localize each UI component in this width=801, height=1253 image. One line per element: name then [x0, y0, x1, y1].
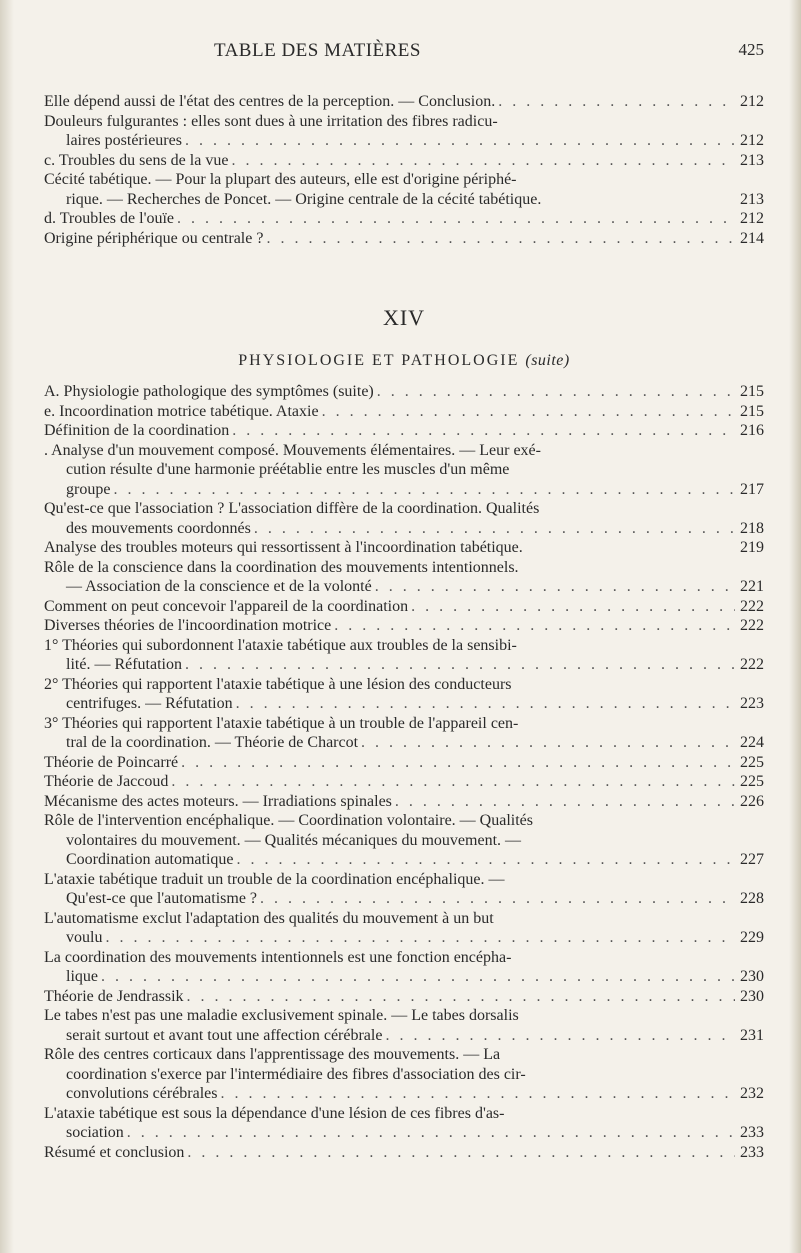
toc-entry	[44, 1045, 764, 1104]
dot-leader	[361, 733, 735, 753]
toc-entry-page: 212	[740, 132, 764, 149]
toc-entry-line	[44, 811, 764, 831]
toc-entry	[44, 112, 764, 151]
toc-entry-text: cution résulte d'une harmonie préétablie entre les muscles d'un même	[66, 461, 510, 478]
toc-entry-page: 233	[740, 1143, 764, 1161]
toc-entry-line	[44, 460, 764, 480]
toc-entry-page: 221	[740, 578, 764, 595]
toc-entry-page: 214	[740, 229, 764, 247]
toc-entry-line	[44, 209, 764, 229]
toc-entry-page: 219	[740, 539, 764, 556]
toc-entry-text: A. Physiologie pathologique des symptômes (suite)	[44, 383, 374, 400]
dot-leader	[185, 655, 735, 675]
toc-entry-page: 222	[740, 597, 764, 615]
toc-entry-page: 229	[740, 929, 764, 946]
toc-entry-text: Le tabes n'est pas une maladie exclusivement spinale. — Le tabes dorsalis	[44, 1007, 519, 1024]
toc-entry-text: Théorie de Jendrassik	[44, 987, 184, 1005]
toc-entry	[44, 714, 764, 753]
toc-entry-text: coordination s'exerce par l'intermédiaire des fibres d'association des cir-	[66, 1065, 526, 1083]
toc-entry-page: 232	[740, 1085, 764, 1102]
toc-entry-text: Origine périphérique ou centrale ?	[44, 229, 264, 247]
toc-entry-page: 216	[740, 422, 764, 439]
toc-entry-line	[44, 229, 764, 249]
toc-entry-line	[44, 772, 764, 792]
toc-entry-page: 224	[740, 734, 764, 751]
toc-entry	[44, 382, 764, 402]
toc-entry-text: serait surtout et avant tout une affection cérébrale	[66, 1026, 383, 1044]
toc-entry	[44, 151, 764, 171]
toc-entry-line	[44, 1065, 764, 1085]
toc-entry	[44, 170, 764, 209]
toc-entry-line	[44, 616, 764, 636]
toc-entry-text: Diverses théories de l'incoordination motrice	[44, 617, 332, 634]
dot-leader	[231, 151, 735, 171]
toc-entry-page: 223	[740, 695, 764, 712]
toc-entry-page: 230	[740, 987, 764, 1005]
toc-entry-line	[44, 987, 764, 1007]
toc-entry-text: Analyse des troubles moteurs qui ressortissent à l'incoordination tabétique.	[44, 539, 523, 556]
toc-entry-page: 227	[740, 851, 764, 868]
toc-entry	[44, 1006, 764, 1045]
toc-entry	[44, 909, 764, 948]
toc-entry	[44, 538, 764, 558]
toc-entry-line	[44, 190, 764, 210]
toc-entry-text: Douleurs fulgurantes : elles sont dues à une irritation des fibres radicu-	[44, 112, 498, 130]
toc-entry	[44, 402, 764, 422]
toc-entry-text: rique. — Recherches de Poncet. — Origine centrale de la cécité tabétique.	[66, 190, 542, 208]
toc-entry-line	[44, 538, 764, 558]
dot-leader	[260, 889, 735, 909]
toc-entry-line	[44, 636, 764, 656]
toc-entry	[44, 441, 764, 500]
page-number: 425	[738, 40, 764, 59]
toc-entry	[44, 948, 764, 987]
toc-entry-text: Rôle des centres corticaux dans l'apprentissage des mouvements. — La	[44, 1046, 501, 1063]
chapter-number: XIV	[382, 305, 426, 330]
dot-leader	[411, 597, 735, 617]
toc-entry-line	[44, 831, 764, 851]
toc-entry-text: Elle dépend aussi de l'état des centres de la perception. — Conclusion.	[44, 93, 496, 110]
toc-entry-line	[44, 441, 764, 461]
toc-entry-text: des mouvements coordonnés	[66, 519, 251, 537]
toc-entry-line	[44, 733, 764, 753]
toc-entry-line	[44, 402, 764, 422]
toc-entry-line	[44, 948, 764, 968]
running-head-title: TABLE DES MATIÈRES	[214, 40, 421, 61]
toc-entry	[44, 987, 764, 1007]
toc-entry-line	[44, 909, 764, 929]
toc-entry	[44, 636, 764, 675]
toc-entry-page: 225	[740, 753, 764, 771]
toc-entry-line	[44, 480, 764, 500]
toc-entry-text: volontaires du mouvement. — Qualités mécaniques du mouvement. —	[66, 831, 522, 849]
toc-entry-text: La coordination des mouvements intentionnels est une fonction encépha-	[44, 948, 512, 966]
dot-leader	[395, 792, 735, 812]
toc-entry-line	[44, 753, 764, 773]
dot-leader	[177, 209, 735, 229]
toc-entry-text: 3° Théories qui rapportent l'ataxie tabétique à un trouble de l'appareil cen-	[44, 714, 519, 732]
toc-entry-text: convolutions cérébrales	[66, 1085, 218, 1102]
toc-entry-line	[44, 870, 764, 890]
toc-entry-line	[44, 519, 764, 539]
toc-entry-line	[44, 1026, 764, 1046]
toc-entry-line	[44, 792, 764, 812]
chapter-title	[44, 352, 764, 370]
toc-entry-text: Résumé et conclusion	[44, 1143, 185, 1161]
toc-entry-text: 1° Théories qui subordonnent l'ataxie tabétique aux troubles de la sensibi-	[44, 636, 517, 654]
dot-leader	[171, 772, 735, 792]
toc-entry-text: Coordination automatique	[66, 851, 234, 868]
toc-entry	[44, 92, 764, 112]
toc-entry-line	[44, 1143, 764, 1163]
dot-leader	[498, 92, 735, 112]
toc-entry-line	[44, 92, 764, 112]
toc-entry	[44, 499, 764, 538]
toc-entry-text: L'ataxie tabétique traduit un trouble de la coordination encéphalique. —	[44, 870, 505, 888]
toc-entry	[44, 209, 764, 229]
toc-entry-text: Comment on peut concevoir l'appareil de la coordination	[44, 597, 409, 615]
toc-entry-page: 222	[740, 656, 764, 673]
toc-entry-line	[44, 597, 764, 617]
toc-entry-line	[44, 112, 764, 132]
toc-entry-text: Théorie de Poincarré	[44, 753, 179, 771]
toc-entry-line	[44, 928, 764, 948]
toc-entry-line	[44, 850, 764, 870]
toc-entry-text: — Association de la conscience et de la volonté	[66, 578, 372, 595]
dot-leader	[181, 753, 735, 773]
toc-entry-page: 226	[740, 792, 764, 810]
toc-entry-text: Cécité tabétique. — Pour la plupart des auteurs, elle est d'origine périphé-	[44, 171, 517, 188]
dot-leader	[266, 229, 735, 249]
toc-entry-line	[44, 694, 764, 714]
toc-entry-text: d. Troubles de l'ouïe	[44, 210, 174, 227]
toc-entry	[44, 558, 764, 597]
toc-entry-line	[44, 151, 764, 171]
dot-leader	[101, 967, 735, 987]
toc-entry-line	[44, 382, 764, 402]
toc-entry-line	[44, 1084, 764, 1104]
toc-entry-line	[44, 558, 764, 578]
toc-entry-text: e. Incoordination motrice tabétique. Ataxie	[44, 402, 319, 420]
toc-entry-page: 217	[740, 480, 764, 498]
toc-entry-line	[44, 1006, 764, 1026]
toc-entry-page: 212	[740, 210, 764, 227]
dot-leader	[185, 131, 735, 151]
toc-entry-text: L'automatisme exclut l'adaptation des qualités du mouvement à un but	[44, 909, 494, 927]
chapter-title-suffix: (suite)	[525, 352, 570, 369]
toc-entry-page: 215	[740, 383, 764, 400]
dot-leader	[322, 402, 735, 422]
toc-entry-page: 213	[740, 190, 764, 208]
toc-part-2	[44, 382, 764, 1162]
page-edge-shadow	[789, 0, 801, 1253]
running-head	[44, 40, 764, 64]
toc-entry	[44, 1143, 764, 1163]
toc-entry-page: 212	[740, 93, 764, 110]
toc-entry-line	[44, 967, 764, 987]
dot-leader	[375, 577, 735, 597]
page-gutter-shadow	[0, 0, 14, 1253]
toc-entry-line	[44, 1123, 764, 1143]
toc-entry	[44, 870, 764, 909]
toc-entry-text: Qu'est-ce que l'automatisme ?	[66, 890, 258, 907]
toc-entry-line	[44, 577, 764, 597]
toc-entry-page: 218	[740, 519, 764, 537]
toc-entry	[44, 772, 764, 792]
toc-entry-line	[44, 1104, 764, 1124]
toc-entry	[44, 792, 764, 812]
toc-entry	[44, 616, 764, 636]
toc-entry-line	[44, 170, 764, 190]
toc-entry-page: 215	[740, 402, 764, 420]
toc-entry-line	[44, 499, 764, 519]
toc-entry-text: 2° Théories qui rapportent l'ataxie tabétique à une lésion des conducteurs	[44, 675, 512, 693]
toc-entry-page: 228	[740, 890, 764, 907]
toc-entry-line	[44, 421, 764, 441]
toc-entry-page: 222	[740, 617, 764, 634]
chapter-title-main: PHYSIOLOGIE ET PATHOLOGIE	[238, 352, 520, 369]
toc-entry-text: Définition de la coordination	[44, 422, 230, 439]
dot-leader	[385, 1026, 735, 1046]
toc-entry	[44, 597, 764, 617]
toc-entry-page: 231	[740, 1026, 764, 1044]
dot-leader	[113, 480, 735, 500]
toc-entry-text: groupe	[66, 480, 111, 498]
dot-leader	[334, 616, 735, 636]
toc-entry-text: centrifuges. — Réfutation	[66, 695, 233, 712]
toc-entry-text: c. Troubles du sens de la vue	[44, 151, 229, 169]
dot-leader	[237, 850, 735, 870]
toc-entry-text: voulu	[66, 929, 103, 946]
toc-entry-line	[44, 655, 764, 675]
toc-entry	[44, 421, 764, 441]
dot-leader	[187, 987, 735, 1007]
toc-entry-text: sociation	[66, 1124, 124, 1141]
toc-entry-line	[44, 714, 764, 734]
dot-leader	[187, 1143, 735, 1163]
dot-leader	[236, 694, 735, 714]
toc-entry-text: lique	[66, 968, 98, 985]
toc-entry	[44, 811, 764, 870]
toc-entry-text: Mécanisme des actes moteurs. — Irradiations spinales	[44, 792, 392, 810]
toc-entry-line	[44, 1045, 764, 1065]
dot-leader	[254, 519, 735, 539]
dot-leader	[232, 421, 735, 441]
toc-entry-text: Rôle de l'intervention encéphalique. — Coordination volontaire. — Qualités	[44, 812, 533, 829]
toc-entry	[44, 229, 764, 249]
toc-entry-text: lité. — Réfutation	[66, 656, 182, 673]
toc-part-1	[44, 92, 764, 248]
dot-leader	[221, 1084, 736, 1104]
toc-entry-page: 233	[740, 1124, 764, 1141]
toc-entry-text: laires postérieures	[66, 132, 182, 149]
dot-leader	[377, 382, 735, 402]
toc-entry-page: 213	[740, 151, 764, 169]
toc-entry-text: Théorie de Jaccoud	[44, 773, 169, 790]
dot-leader	[105, 928, 735, 948]
toc-entry-text: Rôle de la conscience dans la coordination des mouvements intentionnels.	[44, 558, 519, 576]
toc-entry	[44, 1104, 764, 1143]
toc-entry-line	[44, 889, 764, 909]
toc-entry-page: 225	[740, 773, 764, 790]
toc-entry-line	[44, 131, 764, 151]
toc-entry-page: 230	[740, 968, 764, 985]
toc-entry-text: L'ataxie tabétique est sous la dépendance d'une lésion de ces fibres d'as-	[44, 1104, 505, 1122]
toc-entry-text: Qu'est-ce que l'association ? L'association diffère de la coordination. Qualités	[44, 500, 540, 517]
toc-entry-text: tral de la coordination. — Théorie de Charcot	[66, 734, 359, 751]
toc-entry	[44, 753, 764, 773]
toc-entry-line	[44, 675, 764, 695]
toc-entry	[44, 675, 764, 714]
toc-entry-text: . Analyse d'un mouvement composé. Mouvements élémentaires. — Leur exé-	[44, 441, 541, 459]
dot-leader	[127, 1123, 735, 1143]
